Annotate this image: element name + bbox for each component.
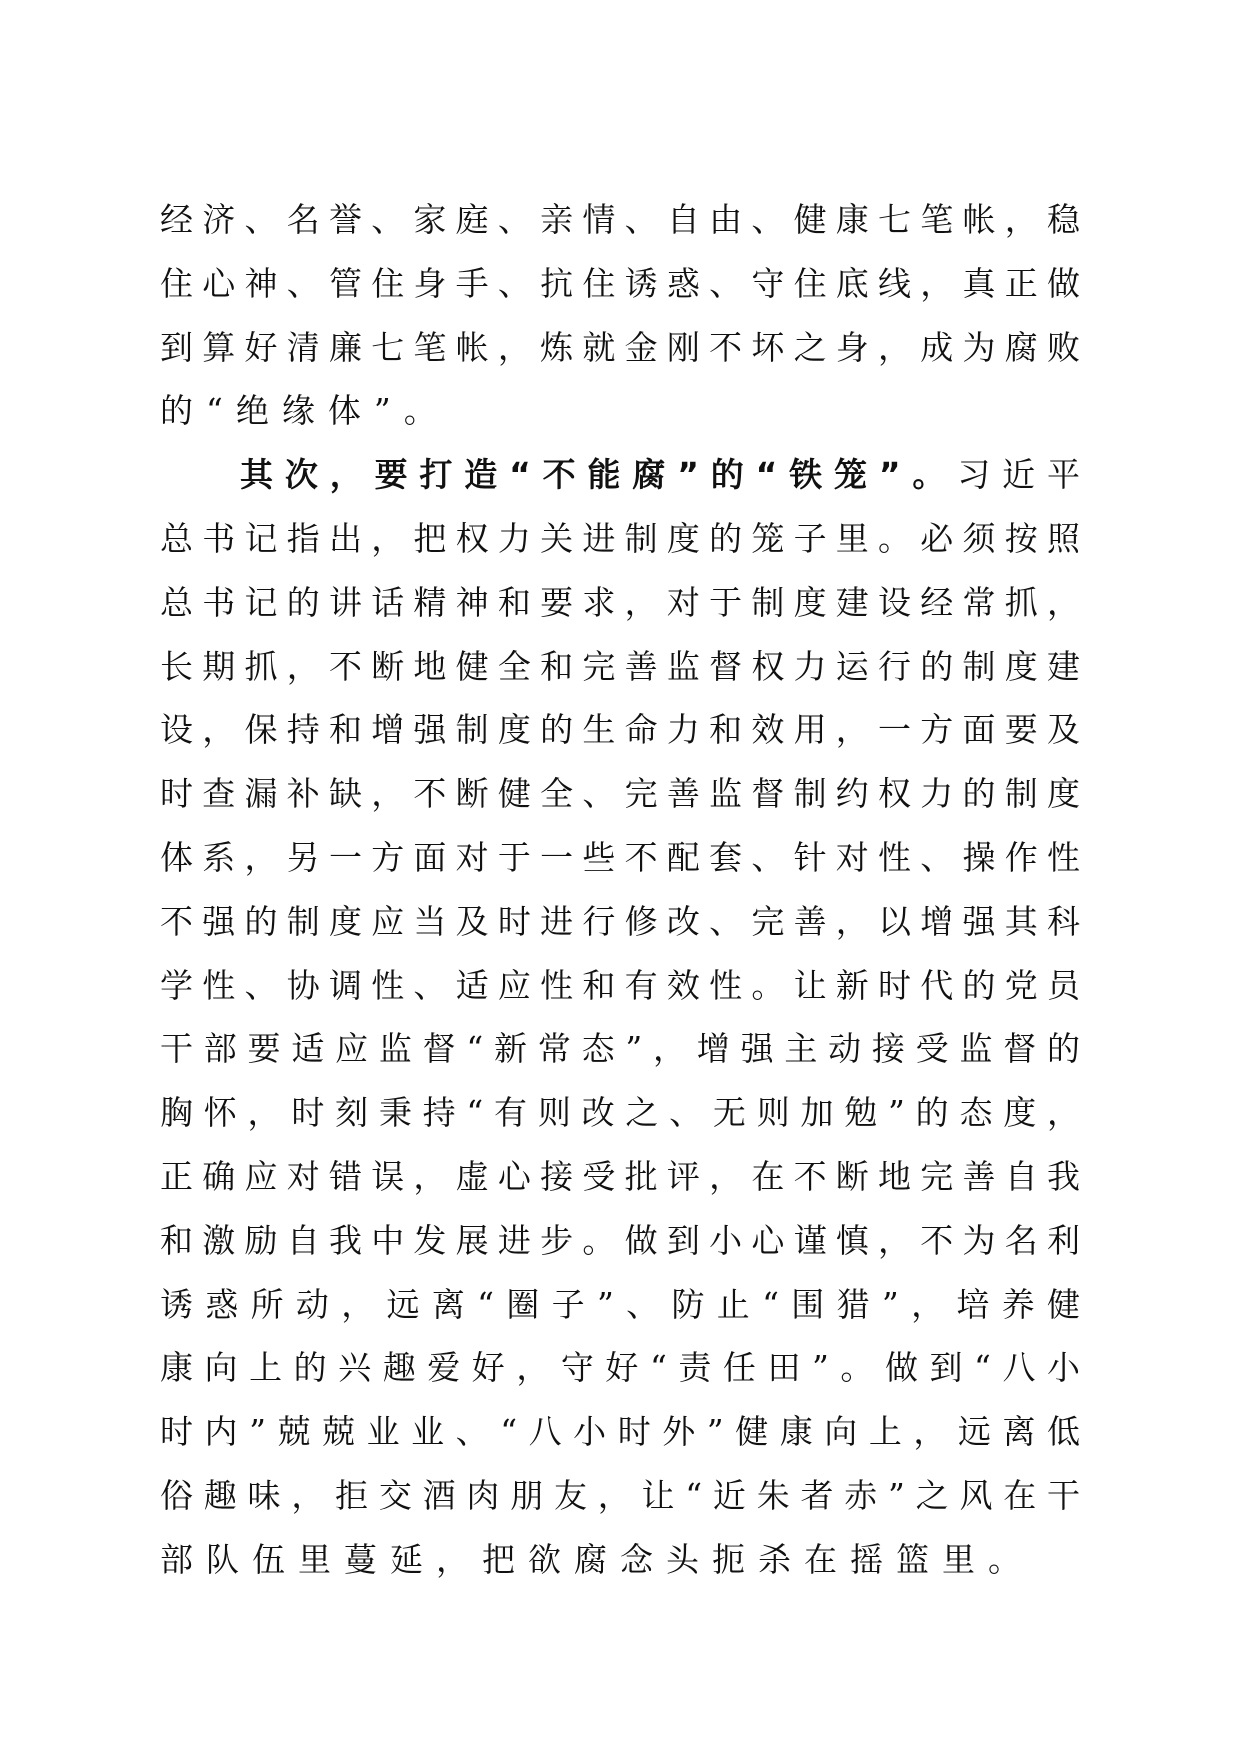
paragraph-2-line: 正确应对错误，虚心接受批评，在不断地完善自我 xyxy=(160,1156,1080,1196)
paragraph-2-line: 总书记的讲话精神和要求，对于制度建设经常抓， xyxy=(160,582,1080,622)
paragraph-2-line: 诱惑所动，远离“圈子”、防止“围猎”，培养健 xyxy=(160,1284,1080,1324)
paragraph-2-line: 总书记指出，把权力关进制度的笼子里。必须按照 xyxy=(160,518,1080,558)
document-body xyxy=(160,188,1080,1592)
paragraph-2-line: 俗趣味，拒交酒肉朋友，让“近朱者赤”之风在干 xyxy=(160,1475,1080,1515)
paragraph-2-line: 长期抓，不断地健全和完善监督权力运行的制度建 xyxy=(160,646,1080,686)
paragraph-2-line: 时查漏补缺，不断健全、完善监督制约权力的制度 xyxy=(160,774,1080,814)
paragraph-1-line-3: 到算好清廉七笔帐，炼就金刚不坏之身，成为腐败 xyxy=(160,327,1080,367)
paragraph-2-last-line: 部队伍里蔓延，把欲腐念头扼杀在摇篮里。 xyxy=(160,1539,1034,1579)
paragraph-2-line: 不强的制度应当及时进行修改、完善，以增强其科 xyxy=(160,901,1080,941)
paragraph-2-lead-heading: 其次，要打造“不能腐”的“铁笼”。 xyxy=(240,455,958,495)
paragraph-1-line-1: 经济、名誉、家庭、亲情、自由、健康七笔帐，稳 xyxy=(160,200,1080,239)
paragraph-2-line: 时内”兢兢业业、“八小时外”健康向上，远离低 xyxy=(160,1412,1080,1452)
paragraph-2-line: 胸怀，时刻秉持“有则改之、无则加勉”的态度， xyxy=(160,1093,1080,1133)
paragraph-2-line: 体系，另一方面对于一些不配套、针对性、操作性 xyxy=(160,837,1080,877)
paragraph-1-line-4: 的“绝缘体”。 xyxy=(160,391,450,431)
paragraph-2-line: 康向上的兴趣爱好，守好“责任田”。做到“八小 xyxy=(160,1348,1080,1388)
paragraph-2-line: 学性、协调性、适应性和有效性。让新时代的党员 xyxy=(160,965,1080,1005)
paragraph-2-line: 设，保持和增强制度的生命力和效用，一方面要及 xyxy=(160,710,1080,750)
paragraph-1-line-2: 住心神、管住身手、抗住诱惑、守住底线，真正做 xyxy=(160,263,1080,303)
paragraph-2-first-line xyxy=(160,443,1080,507)
paragraph-2-line: 和激励自我中发展进步。做到小心谨慎，不为名利 xyxy=(160,1220,1080,1260)
paragraph-2-line: 干部要适应监督“新常态”，增强主动接受监督的 xyxy=(160,1029,1080,1069)
paragraph-2-first-line-rest: 习近平 xyxy=(957,455,1080,495)
